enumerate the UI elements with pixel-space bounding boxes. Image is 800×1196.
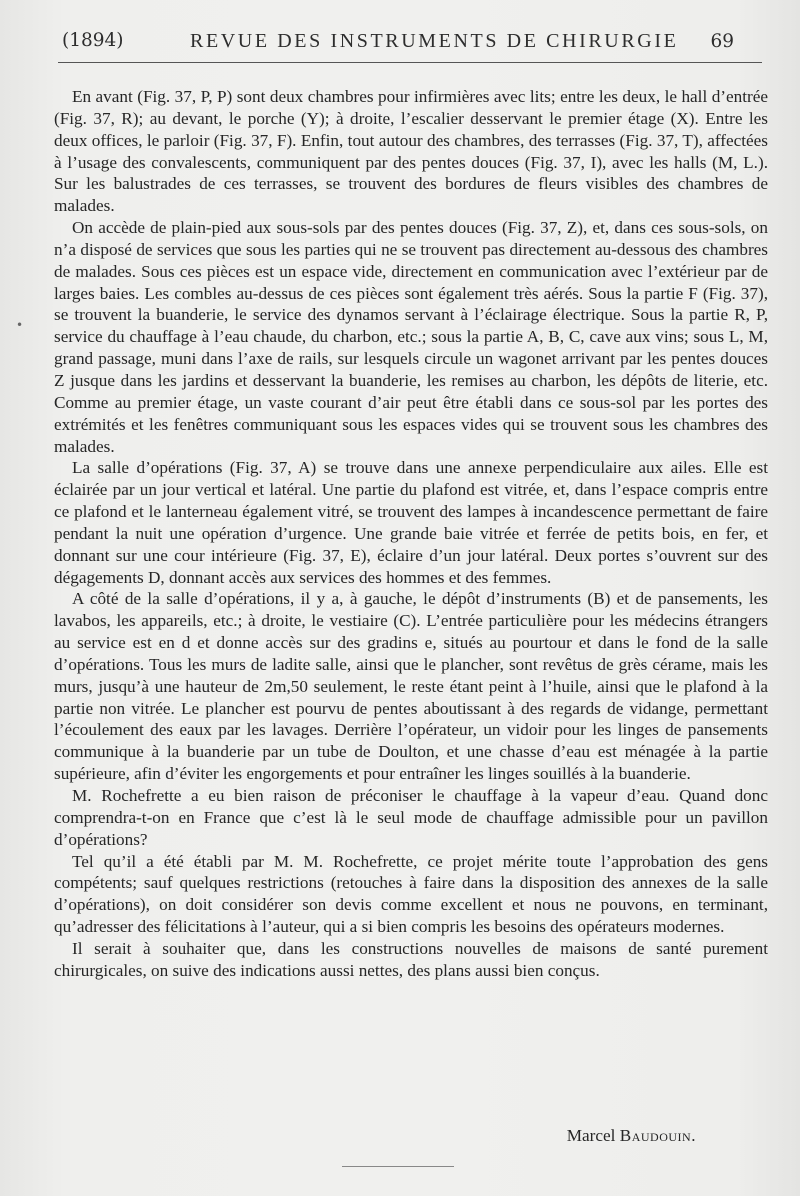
author-first-name: Marcel bbox=[566, 1126, 616, 1145]
paragraph-heating: M. Rochefrette a eu bien raison de préconiser le chauffage à la vapeur d’eau. Quand donc comprendra-t-on en France que c’est là le seul mode de chauffage admissible pour un pavillon d’opérations? bbox=[54, 786, 768, 849]
paragraph-basement: On accède de plain-pied aux sous-sols par des pentes douces (Fig. 37, Z), et, dans ces sous-sols, on n’a disposé de services que sous les parties qui ne se trouvent pas directement au-dessous des chambres de malades. Sous ces pièces est un espace vide, directement en communication avec l’extérieur par de larges baies. Les combles au-dessus de ces pièces sont également très aérés. Sous la partie F (Fig. 37), se trouvent la buanderie, le service des dynamos servant à l’éclairage électrique. Sous la partie R, P, service du chauffage à l’eau chaude, du charbon, etc.; sous la partie A, B, C, cave aux vins; sous L, M, grand passage, muni dans l’axe de rails, sur lesquels circule un wagonet arrivant par les pentes douces Z jusque dans les jardins et desservant la buanderie, les remises au charbon, les dépôts de literie, etc. Comme au premier étage, un vaste courant d’air peut être établi dans ce sous-sol par les portes des extrémités et les fenêtres communiquant sous les espaces vides qui se trouvent sous les chambres des malades. bbox=[54, 218, 768, 456]
journal-title: REVUE DES INSTRUMENTS DE CHIRURGIE bbox=[190, 30, 679, 52]
author-last-name: Baudouin. bbox=[619, 1126, 696, 1145]
paragraph-approval: Tel qu’il a été établi par M. M. Rochefrette, ce projet mérite toute l’approbation des gens compétents; sauf quelques restrictions (retouches à faire dans la disposition des annexes de la salle d’opérations), on doit considérer son devis comme excellent et nous ne pouvons, en terminant, qu’adresser des félicitations à l’auteur, qui a si bien compris les besoins des opérateurs modernes. bbox=[54, 851, 768, 937]
header-rule bbox=[58, 62, 762, 63]
footer-rule bbox=[342, 1166, 454, 1167]
paragraph-operating-room: La salle d’opérations (Fig. 37, A) se trouve dans une annexe perpendiculaire aux ailes. Elle est éclairée par un jour vertical et latéral. Une partie du plafond est vitrée, et, dans l’espace compris entre ce plafond et le lanterneau également vitré, se trouvent des lampes à incandescence permettant de faire pendant la nuit une opération d’urgence. Une grande baie vitrée et ferrée de petits bois, en fer, et donnant sur une cour intérieure (Fig. 37, E), éclaire d’un jour latéral. Deux portes s’ouvrent sur des dégagements D, donnant accès aux services des hommes et des femmes. bbox=[54, 458, 768, 587]
author-signature bbox=[567, 1126, 696, 1146]
running-header bbox=[60, 22, 760, 56]
article-body bbox=[54, 86, 768, 982]
page-number: 69 bbox=[710, 31, 734, 52]
paragraph-conclusion: Il serait à souhaiter que, dans les constructions nouvelles de maisons de santé purement chirurgicales, on suive des indications aussi nettes, des plans aussi bien conçus. bbox=[54, 938, 768, 980]
margin-mark: • bbox=[16, 318, 24, 332]
paragraph-rooms: En avant (Fig. 37, P, P) sont deux chambres pour infirmières avec lits; entre les deux, le hall d’entrée (Fig. 37, R); au devant, le porche (Y); à droite, l’escalier desservant le premier étage (X). Entre les deux offices, le parloir (Fig. 37, F). Enfin, tout autour des chambres, des terrasses (Fig. 37, T), affectées à l’usage des convalescents, communiquent par des pentes douces (Fig. 37, I), avec les halls (M, L.). Sur les balustrades de ces terrasses, se trouvent des bordures de fleurs visibles des chambres de malades. bbox=[54, 87, 768, 216]
paragraph-annexes: A côté de la salle d’opérations, il y a, à gauche, le dépôt d’instruments (B) et de pansements, les lavabos, les appareils, etc.; à droite, le vestiaire (C). L’entrée particulière pour les médecins étrangers au service est en d et donne accès sur des gradins e, situés au pourtour et dans le fond de la salle d’opérations. Tous les murs de ladite salle, ainsi que le plancher, sont revêtus de grès cérame, mais les murs, jusqu’à une hauteur de 2m,50 seulement, le reste étant peint à l’huile, ainsi que le plafond à la partie non vitrée. Le plancher est pourvu de pentes aboutissant à des regards de vidange, permettant l’écoulement des eaux par les lavages. Derrière l’opérateur, un vidoir pour les linges de pansements communique à la buanderie par un tube de Doulton, et une chasse d’eau est ménagée à la partie supérieure, afin d’éviter les engorgements et pour entraîner les linges souillés à la buanderie. bbox=[54, 589, 768, 784]
header-year: (1894) bbox=[62, 30, 124, 51]
